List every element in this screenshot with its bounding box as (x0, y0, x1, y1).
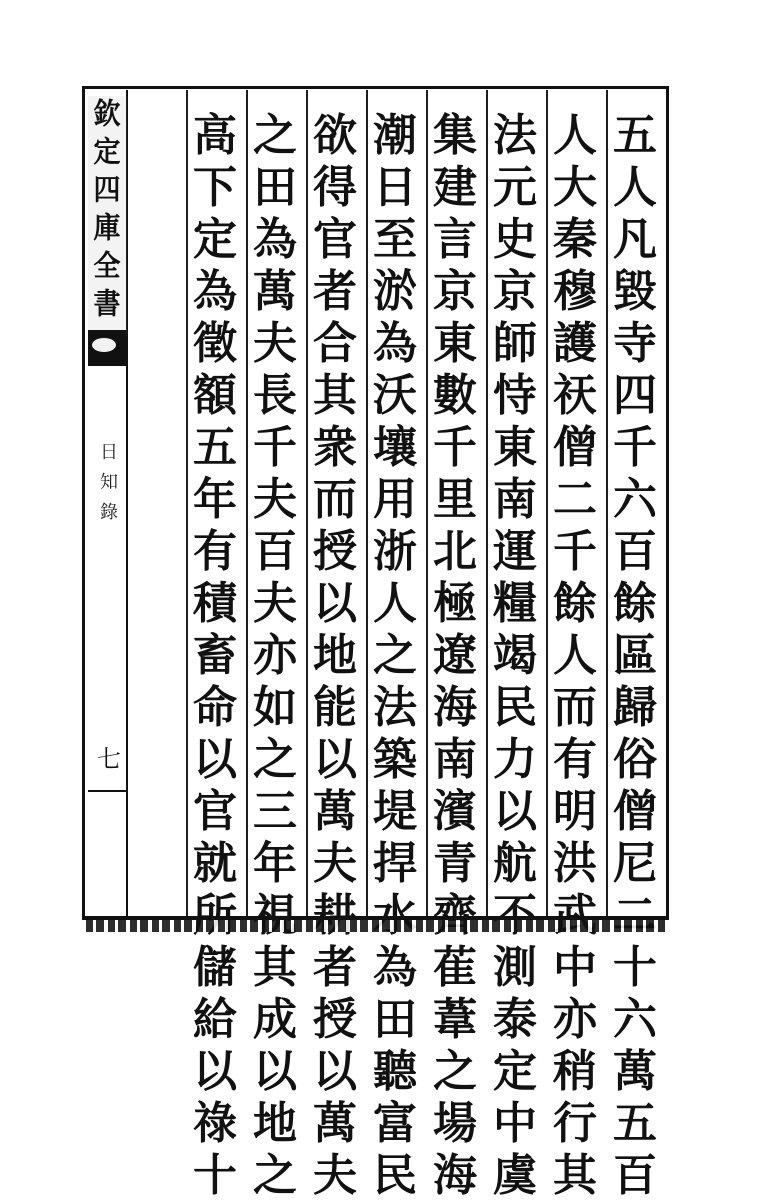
column-character: 祿 (193, 1098, 237, 1149)
column-character: 京 (493, 266, 537, 317)
fish-tail-icon (92, 338, 116, 352)
column-character: 有 (193, 526, 237, 577)
column-character: 以 (313, 1046, 357, 1097)
column-character: 糧 (493, 578, 537, 629)
column-character: 積 (193, 578, 237, 629)
column-character: 毀 (613, 266, 657, 317)
column-character: 官 (313, 214, 357, 265)
column-character: 給 (193, 994, 237, 1045)
column-character: 而 (313, 474, 357, 525)
column-character: 田 (373, 994, 417, 1045)
column-character: 用 (373, 474, 417, 525)
column-character: 徵 (193, 318, 237, 369)
column-character: 富 (373, 1098, 417, 1149)
column-character: 以 (313, 734, 357, 785)
column-character: 欲 (313, 110, 357, 161)
column-character: 海 (433, 682, 477, 733)
column-character: 史 (493, 214, 537, 265)
column-character: 萬 (313, 1098, 357, 1149)
column-character: 儲 (193, 942, 237, 993)
column-character: 聽 (373, 1046, 417, 1097)
column-character: 餘 (553, 578, 597, 629)
column-character: 之 (253, 110, 297, 161)
book-title-char: 欽 (93, 97, 121, 132)
volume-title (92, 438, 126, 528)
column-character: 萑 (433, 942, 477, 993)
column-character: 授 (313, 994, 357, 1045)
column-character: 法 (373, 682, 417, 733)
text-column-1 (606, 110, 664, 1201)
column-character: 元 (493, 162, 537, 213)
column-character: 中 (553, 942, 597, 993)
column-character: 秦 (553, 214, 597, 265)
volume-title-char: 日 (100, 442, 118, 463)
column-character: 百 (613, 1150, 657, 1201)
column-character: 四 (613, 370, 657, 421)
column-character: 建 (433, 162, 477, 213)
column-character: 其 (553, 1150, 597, 1201)
column-character: 浙 (373, 526, 417, 577)
column-character: 日 (373, 162, 417, 213)
column-character: 明 (553, 786, 597, 837)
text-column-8 (186, 110, 244, 1201)
column-character: 夫 (253, 318, 297, 369)
column-character: 穆 (553, 266, 597, 317)
column-character: 者 (313, 942, 357, 993)
column-character: 千 (613, 422, 657, 473)
column-character: 海 (433, 1150, 477, 1201)
column-character: 五 (613, 110, 657, 161)
column-character: 亦 (253, 630, 297, 681)
volume-title-char: 知 (100, 472, 118, 493)
column-character: 人 (613, 162, 657, 213)
column-character: 高 (193, 110, 237, 161)
volume-title-char: 錄 (100, 502, 118, 523)
text-column-5 (366, 110, 424, 1201)
column-character: 有 (553, 734, 597, 785)
column-character: 千 (553, 526, 597, 577)
column-character: 為 (193, 266, 237, 317)
column-character: 護 (553, 318, 597, 369)
column-character: 千 (253, 422, 297, 473)
bottom-border-pattern (86, 920, 666, 932)
column-character: 人 (553, 110, 597, 161)
column-character: 祆 (553, 370, 597, 421)
column-character: 以 (253, 1046, 297, 1097)
column-character: 寺 (613, 318, 657, 369)
column-character: 尼 (613, 838, 657, 889)
column-character: 畜 (193, 630, 237, 681)
book-title-char: 定 (93, 135, 121, 170)
column-character: 官 (193, 786, 237, 837)
column-character: 淤 (373, 266, 417, 317)
column-character: 六 (613, 994, 657, 1045)
column-character: 二 (553, 474, 597, 525)
column-character: 以 (193, 1046, 237, 1097)
text-column-2 (546, 110, 604, 1201)
column-character: 之 (433, 1046, 477, 1097)
column-character: 歸 (613, 682, 657, 733)
column-character: 遼 (433, 630, 477, 681)
column-character: 南 (493, 474, 537, 525)
column-character: 俗 (613, 734, 657, 785)
column-character: 東 (433, 318, 477, 369)
column-character: 百 (253, 526, 297, 577)
column-character: 十 (193, 1150, 237, 1201)
column-character: 極 (433, 578, 477, 629)
column-character: 濱 (433, 786, 477, 837)
column-character: 人 (553, 630, 597, 681)
column-character: 夫 (313, 1150, 357, 1201)
column-character: 地 (253, 1098, 297, 1149)
column-character: 其 (313, 370, 357, 421)
text-column-7 (246, 110, 304, 1201)
book-title (88, 96, 127, 336)
column-character: 恃 (493, 370, 537, 421)
column-character: 虞 (493, 1150, 537, 1201)
column-character: 集 (433, 110, 477, 161)
column-character: 力 (493, 734, 537, 785)
column-character: 授 (313, 526, 357, 577)
column-character: 定 (193, 214, 237, 265)
column-character: 地 (313, 630, 357, 681)
column-character: 僧 (613, 786, 657, 837)
column-character: 合 (313, 318, 357, 369)
column-character: 洪 (553, 838, 597, 889)
column-character: 額 (193, 370, 237, 421)
text-column-3 (486, 110, 544, 1201)
book-title-char: 庫 (93, 211, 121, 246)
column-character: 場 (433, 1098, 477, 1149)
column-character: 堤 (373, 786, 417, 837)
column-character: 田 (253, 162, 297, 213)
column-character: 區 (613, 630, 657, 681)
column-character: 竭 (493, 630, 537, 681)
column-character: 能 (313, 682, 357, 733)
column-character: 師 (493, 318, 537, 369)
column-character: 千 (433, 422, 477, 473)
column-character: 命 (193, 682, 237, 733)
column-character: 言 (433, 214, 477, 265)
column-character: 行 (553, 1098, 597, 1149)
column-character: 夫 (313, 838, 357, 889)
column-character: 之 (253, 1150, 297, 1201)
column-character: 而 (553, 682, 597, 733)
book-title-char: 全 (93, 249, 121, 284)
column-character: 三 (253, 786, 297, 837)
column-character: 五 (613, 1098, 657, 1149)
column-character: 測 (493, 942, 537, 993)
column-character: 百 (613, 526, 657, 577)
column-character: 南 (433, 734, 477, 785)
column-character: 凡 (613, 214, 657, 265)
column-character: 人 (373, 578, 417, 629)
column-character: 東 (493, 422, 537, 473)
column-character: 衆 (313, 422, 357, 473)
column-character: 築 (373, 734, 417, 785)
column-character: 青 (433, 838, 477, 889)
column-character: 以 (313, 578, 357, 629)
column-character: 葦 (433, 994, 477, 1045)
book-title-char: 四 (93, 173, 121, 208)
column-character: 為 (253, 214, 297, 265)
column-character: 北 (433, 526, 477, 577)
column-character: 得 (313, 162, 357, 213)
column-character: 長 (253, 370, 297, 421)
column-character: 航 (493, 838, 537, 889)
column-character: 之 (253, 734, 297, 785)
column-character: 以 (493, 786, 537, 837)
page-number: 七 (97, 745, 121, 773)
column-character: 潮 (373, 110, 417, 161)
column-character: 餘 (613, 578, 657, 629)
column-character: 泰 (493, 994, 537, 1045)
column-character: 就 (193, 838, 237, 889)
column-character: 定 (493, 1046, 537, 1097)
column-character: 夫 (253, 474, 297, 525)
text-column-4 (426, 110, 484, 1201)
column-character: 運 (493, 526, 537, 577)
column-character: 至 (373, 214, 417, 265)
column-character: 萬 (253, 266, 297, 317)
column-character: 里 (433, 474, 477, 525)
column-character: 成 (253, 994, 297, 1045)
column-character: 民 (373, 1150, 417, 1201)
column-character: 沃 (373, 370, 417, 421)
column-character: 亦 (553, 994, 597, 1045)
column-character: 夫 (253, 578, 297, 629)
column-character: 京 (433, 266, 477, 317)
column-character: 壤 (373, 422, 417, 473)
column-character: 年 (253, 838, 297, 889)
column-character: 六 (613, 474, 657, 525)
column-character: 者 (313, 266, 357, 317)
column-character: 捍 (373, 838, 417, 889)
column-character: 十 (613, 942, 657, 993)
margin-rule (88, 790, 126, 792)
column-character: 為 (373, 318, 417, 369)
column-character: 五 (193, 422, 237, 473)
text-column-6 (306, 110, 364, 1201)
column-character: 民 (493, 682, 537, 733)
column-character: 數 (433, 370, 477, 421)
column-character: 僧 (553, 422, 597, 473)
column-character: 稍 (553, 1046, 597, 1097)
column-character: 以 (193, 734, 237, 785)
column-character: 如 (253, 682, 297, 733)
column-character: 萬 (613, 1046, 657, 1097)
column-character: 中 (493, 1098, 537, 1149)
column-character: 下 (193, 162, 237, 213)
column-character: 其 (253, 942, 297, 993)
column-character: 萬 (313, 786, 357, 837)
book-title-char: 書 (93, 287, 121, 322)
column-character: 為 (373, 942, 417, 993)
column-character: 之 (373, 630, 417, 681)
column-character: 年 (193, 474, 237, 525)
column-character: 法 (493, 110, 537, 161)
column-character: 大 (553, 162, 597, 213)
